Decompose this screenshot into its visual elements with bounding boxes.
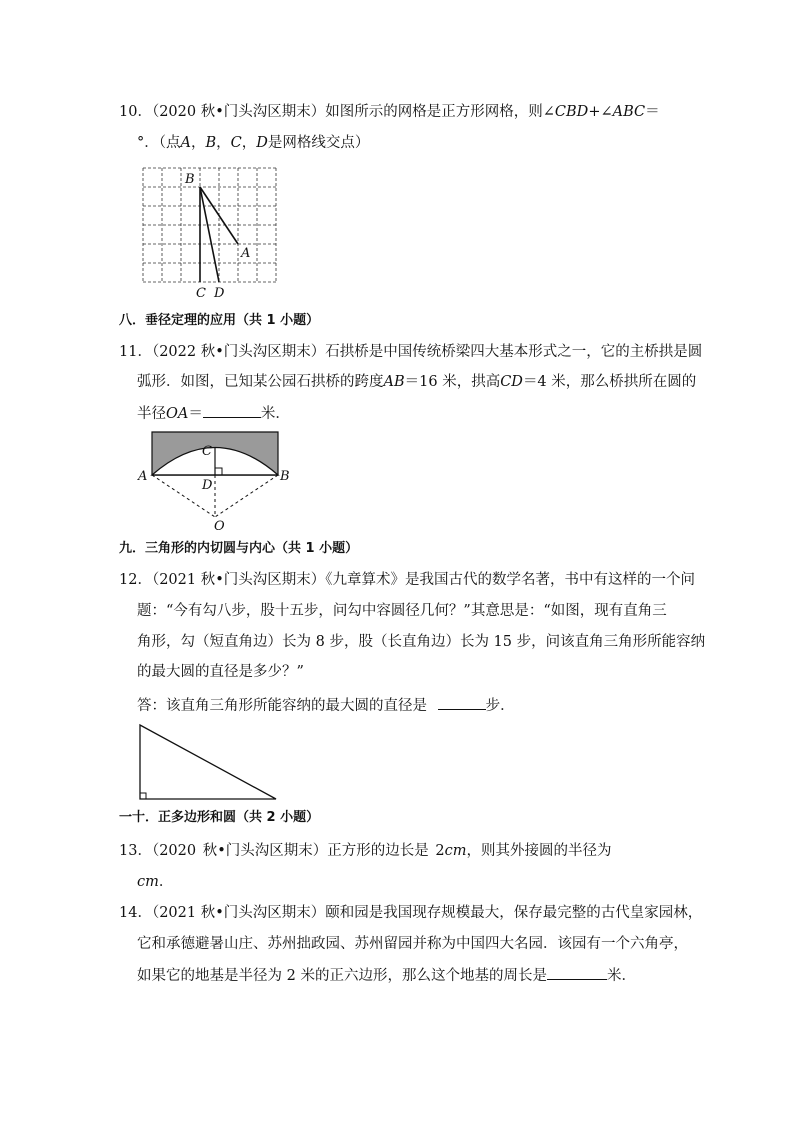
q12-answer-text: 答：该直角三角形所能容纳的最大圆的直径是 bbox=[137, 698, 427, 714]
q13-line1 bbox=[119, 841, 611, 861]
q12-unit: 步． bbox=[485, 698, 515, 714]
q11-label-a: A bbox=[138, 469, 148, 484]
q10-point-d: D bbox=[256, 135, 268, 151]
q11-label-c: C bbox=[202, 444, 212, 459]
q11-text: ＝16 米，拱高 bbox=[404, 374, 501, 390]
q11-label-b: B bbox=[280, 469, 290, 484]
q10-grid-figure bbox=[140, 165, 290, 300]
q11-dashed-lines bbox=[152, 475, 278, 517]
q11-ab: AB bbox=[383, 374, 405, 390]
q10-angle-abc: ABC bbox=[612, 104, 646, 120]
q12-triangle-figure bbox=[137, 722, 282, 804]
q13-unit: cm bbox=[444, 843, 467, 859]
q10-equals: ＝ bbox=[645, 104, 660, 120]
q12-line2: 题：“今有勾八步，股十五步，问勾中容圆径几何？”其意思是：“如图，现有直角三 bbox=[137, 603, 667, 619]
q10-label-c: C bbox=[196, 286, 206, 301]
q10-label-d: D bbox=[214, 286, 225, 301]
q11-label-d: D bbox=[202, 478, 213, 493]
q14-line2: 它和承德避暑山庄、苏州拙政园、苏州留园并称为中国四大名园．该园有一个六角亭， bbox=[137, 936, 688, 952]
section9-title: 九．三角形的内切圆与内心（共 1 小题） bbox=[119, 541, 359, 556]
q11-oa: OA bbox=[166, 406, 189, 422]
q11-line2 bbox=[137, 372, 696, 392]
q11-bridge-figure bbox=[135, 425, 305, 535]
q11-text: 弧形．如图，已知某公园石拱桥的跨度 bbox=[137, 374, 384, 390]
q11-cd: CD bbox=[500, 374, 523, 390]
q10-label-b: B bbox=[185, 172, 195, 187]
q14-line1: 14．（2021 秋•门头沟区期末）颐和园是我国现存规模最大，保存最完整的古代皇家园林， bbox=[119, 905, 703, 921]
q11-unit: 米． bbox=[260, 406, 290, 422]
q12-line3: 角形，勾（短直角边）长为 8 步，股（长直角边）长为 15 步，问该直角三角形所能容纳 bbox=[137, 634, 706, 650]
q10-point-c: C bbox=[230, 135, 242, 151]
q11-label-o: O bbox=[214, 519, 225, 534]
q10-degree: °．（点 bbox=[137, 135, 181, 151]
q12-answer bbox=[137, 695, 515, 716]
q10-point-b: B bbox=[205, 135, 217, 151]
q12-line4: 的最大圆的直径是多少？” bbox=[137, 664, 304, 680]
section8-title: 八．垂径定理的应用（共 1 小题） bbox=[119, 313, 320, 328]
q11-text: 半径 bbox=[137, 406, 166, 422]
q11-answer-blank[interactable] bbox=[203, 403, 261, 418]
q11-line3 bbox=[137, 403, 290, 424]
q10-line1 bbox=[119, 102, 660, 122]
q10-point-a: A bbox=[180, 135, 191, 151]
q12-line1: 12．（2021 秋•门头沟区期末）《九章算术》是我国古代的数学名著，书中有这样的一个问 bbox=[119, 572, 696, 588]
q11-line1: 11．（2022 秋•门头沟区期末）石拱桥是中国传统桥梁四大基本形式之一，它的主桥拱是圆 bbox=[119, 344, 703, 360]
q11-text: ＝4 米，那么桥拱所在圆的 bbox=[522, 374, 697, 390]
q10-plus: +∠ bbox=[588, 104, 613, 120]
q13-answer-unit: cm bbox=[137, 874, 159, 890]
q10-label-a: A bbox=[241, 246, 251, 261]
q13-text: ，则其外接圆的半径为 bbox=[466, 843, 612, 859]
q10-text: 10．（2020 秋•门头沟区期末）如图所示的网格是正方形网格，则∠ bbox=[119, 104, 555, 120]
q10-angle-cbd: CBD bbox=[554, 104, 589, 120]
q12-answer-blank[interactable] bbox=[438, 695, 486, 710]
q14-unit: 米． bbox=[606, 968, 636, 984]
q10-sep: ， bbox=[241, 135, 257, 151]
q13-text: 13．（2020 秋•门头沟区期末）正方形的边长是 2 bbox=[119, 843, 445, 859]
q10-line2 bbox=[137, 133, 369, 153]
q14-text: 如果它的地基是半径为 2 米的正六边形，那么这个地基的周长是 bbox=[137, 968, 547, 984]
q10-grid-lines bbox=[143, 168, 276, 282]
section10-title: 一十．正多边形和圆（共 2 小题） bbox=[119, 810, 320, 825]
q11-equals: ＝ bbox=[188, 406, 203, 422]
q13-end: ． bbox=[158, 874, 174, 890]
q14-answer-blank[interactable] bbox=[547, 965, 607, 980]
q14-line3 bbox=[137, 965, 636, 986]
q10-sep: ， bbox=[216, 135, 231, 151]
q10-suffix: 是网格线交点） bbox=[267, 135, 370, 151]
q10-sep: ， bbox=[190, 135, 206, 151]
q13-line2 bbox=[137, 872, 173, 892]
